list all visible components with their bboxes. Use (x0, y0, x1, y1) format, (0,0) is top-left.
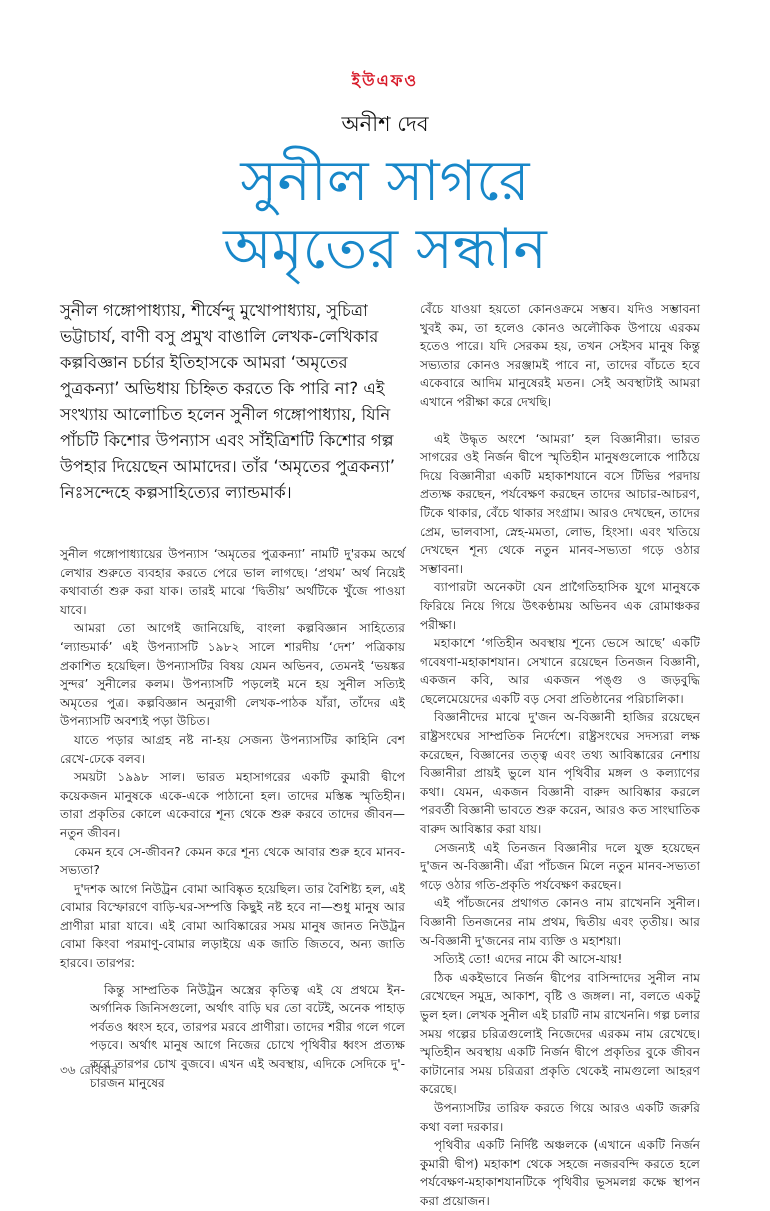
right-paragraph-2: ব্যাপারটা অনেকটা যেন প্রাগৈতিহাসিক যুগে মানুষকে ফিরিয়ে নিয়ে গিয়ে উৎকণ্ঠাময় অভিনব এক রোমাঞ্চকর পরীক্ষা। (420, 580, 700, 632)
right-paragraph-3: মহাকাশে ‘গতিহীন অবস্থায় শূন্যে ভেসে আছে’ একটি গবেষণা-মহাকাশযান। সেখানে রয়েছেন তিনজন বিজ্ঞানী, একজন কবি, আর একজন পঙ্গু ও জড়বুদ্ধি ছেলেমেয়েদের একটি বড় সেবা প্রতিষ্ঠানের পরিচালিকা। (420, 636, 700, 706)
left-paragraph-4: সময়টা ১৯৯৮ সাল। ভারত মহাসাগরের একটি কুমারী দ্বীপে কয়েকজন মানুষকে একে-একে পাঠানো হল। তাদের মস্তিষ্ক স্মৃতিহীন। তারা প্রকৃতির কোলে একেবারে শূন্য থেকে শুরু করবে তাদের জীবন—নতুন জীবন। (60, 770, 405, 840)
right-column (420, 300, 700, 1211)
right-paragraph-7: সত্যিই তো! এদের নামে কী আসে-যায়! (434, 952, 623, 967)
page-footer: ৩৬ রোববার (60, 1063, 118, 1077)
right-paragraph-6: এই পাঁচজনের প্রথাগত কোনও নাম রাখেননি সুনীল। বিজ্ঞানী তিনজনের নাম প্রথম, দ্বিতীয় এবং তৃতীয়। আর অ-বিজ্ঞানী দু'জনের নাম ব্যক্তি ও মহাশয়া। (420, 896, 700, 948)
intro-text: সুনীল গঙ্গোপাধ্যায়, শীর্ষেন্দু মুখোপাধ্যায়, সুচিত্রা ভট্টাচার্য, বাণী বসু প্রমুখ বাঙালি লেখক-লেখিকার কল্পবিজ্ঞান চর্চার ইতিহাসকে আমরা ‘অমৃতের পুত্রকন্যা’ অভিধায় চিহ্নিত করতে কি পারি না? এই সংখ্যায় আলোচিত হলেন সুনীল গঙ্গোপাধ্যায়, যিনি পাঁচটি কিশোর উপন্যাস এবং সাঁইত্রিশটি কিশোর গল্প উপহার দিয়েছেন আমাদের। তাঁর ‘অমৃতের পুত্রকন্যা’ নিঃসন্দেহে কল্পসাহিত্যের ল্যান্ডমার্ক। (60, 301, 396, 502)
author-name: অনীশ দেব (341, 112, 429, 136)
kicker: ইউএফও (351, 71, 419, 90)
article-title-line-1: সুনীল সাগরে (240, 149, 530, 214)
right-paragraph-9: উপন্যাসটির তারিফ করতে গিয়ে আরও একটি জরুরি কথা বলা দরকার। (420, 1100, 700, 1134)
block-quote (90, 981, 405, 1093)
left-paragraph-5: কেমন হবে সে-জীবন? কেমন করে শূন্য থেকে আবার শুরু হবে মানব-সভ্যতা? (60, 844, 405, 878)
left-paragraph-1: সুনীল গঙ্গোপাধ্যায়ের উপন্যাস ‘অমৃতের পুত্রকন্যা’ নামটি দু'রকম অর্থে লেখার শুরুতে ব্যবহার করতে পেরে ভাল লাগছে। ‘প্রথম’ অর্থ নিয়েই কথাবার্তা শুরু করা যাক। তারই মাঝে ‘দ্বিতীয়’ অর্থটিকে খুঁজে পাওয়া যাবে। (60, 547, 405, 617)
left-paragraph-2: আমরা তো আগেই জানিয়েছি, বাংলা কল্পবিজ্ঞান সাহিত্যের ‘ল্যান্ডমার্ক’ এই উপন্যাসটি ১৯৮২ সালে শারদীয় ‘দেশ’ পত্রিকায় প্রকাশিত হয়েছিল। উপন্যাসটির বিষয় যেমন অভিনব, তেমনই ‘ভয়ঙ্কর সুন্দর’ সুনীলের কলম। উপন্যাসটি পড়লেই মনে হয় সুনীল সত্যিই অমৃতের পুত্র। কল্পবিজ্ঞান অনুরাগী লেখক-পাঠক যাঁরা, তাঁদের এই উপন্যাসটি অবশ্যই পড়া উচিত। (60, 621, 405, 729)
left-column (60, 545, 405, 1092)
block-quote-continued-text: বেঁচে যাওয়া হয়তো কোনওক্রমে সম্ভব। যদিও সম্ভাবনা খুবই কম, তা হলেও কোনও অলৌকিক উপায়ে এরকম হতেও পারে। যদি সেরকম হয়, তখন সেইসব মানুষ কিন্তু সভ্যতার কোনও সরঞ্জামই পাবে না, তাদের বাঁচতে হবে একেবারে আদিম মানুষেরই মতন। সেই অবস্থাটাই আমরা এখানে পরীক্ষা করে দেখছি। (420, 302, 700, 409)
right-body (420, 430, 700, 1211)
right-paragraph-5: সেজন্যই এই তিনজন বিজ্ঞানীর দলে যুক্ত হয়েছেন দু'জন অ-বিজ্ঞানী। এঁরা পাঁচজন মিলে নতুন মানব-সভ্যতা গড়ে ওঠার গতি-প্রকৃতি পর্যবেক্ষণ করছেন। (420, 840, 700, 892)
right-paragraph-4: বিজ্ঞানীদের মাঝে দু'জন অ-বিজ্ঞানী হাজির রয়েছেন রাষ্ট্রসংঘের সাম্প্রতিক নির্দেশে। রাষ্ট্রসংঘের সদস্যরা লক্ষ করেছেন, বিজ্ঞানের তত্ত্ব এবং তথ্য আবিষ্কারের নেশায় বিজ্ঞানীরা প্রায়ই ভুলে যান পৃথিবীর মঙ্গল ও কল্যাণের কথা। যেমন, একজন বিজ্ঞানী বারুদ আবিষ্কার করলে পরবর্তী বিজ্ঞানী ভাবতে শুরু করেন, আরও কত সাংঘাতিক বারুদ আবিষ্কার করা যায়। (420, 710, 700, 837)
left-paragraph-6: দু'দশক আগে নিউট্রন বোমা আবিষ্কৃত হয়েছিল। তার বৈশিষ্ট্য হল, এই বোমার বিস্ফোরণে বাড়ি-ঘর-সম্পত্তি কিছুই নষ্ট হবে না—শুধু মানুষ আর প্রাণীরা মারা যাবে। এই বোমা আবিষ্কারের সময় মানুষ জানত নিউট্রন বোমা কিংবা পরমাণু-বোমার লড়াইয়ে এক জাতি জিতবে, অন্য জাতি হারবে। তারপর: (60, 881, 405, 971)
right-paragraph-1: এই উদ্ধৃত অংশে ‘আমরা’ হল বিজ্ঞানীরা। ভারত সাগরের ওই নির্জন দ্বীপে স্মৃতিহীন মানুষগুলোকে পাঠিয়ে দিয়ে বিজ্ঞানীরা একটি মহাকাশযানে বসে টিভির পরদায় প্রত্যক্ষ করছেন, পর্যবেক্ষণ করছেন তাদের আচার-আচরণ, টিকে থাকার, বেঁচে থাকার সংগ্রাম। আরও দেখছেন, তাদের প্রেম, ভালবাসা, স্নেহ-মমতা, লোভ, হিংসা। এবং খতিয়ে দেখছেন শূন্য থেকে নতুন মানব-সভ্যতা গড়ে ওঠার সম্ভাবনা। (420, 431, 700, 576)
article-title-line-2: অমৃতের সন্ধান (223, 217, 547, 282)
block-quote-continued (420, 300, 700, 412)
left-paragraph-3: যাতে পড়ার আগ্রহ নষ্ট না-হয় সেজন্য উপন্যাসটির কাহিনি বেশ রেখে-ঢেকে বলব। (60, 732, 405, 766)
block-quote-text: কিন্তু সাম্প্রতিক নিউট্রন অস্ত্রের কৃতিত্ব এই যে প্রথমে ইন-অর্গানিক জিনিসগুলো, অর্থাৎ বাড়ি ঘর তো বটেই, অনেক পাহাড় পর্বতও ধ্বংস হবে, তারপর মরবে প্রাণীরা। তাদের শরীর গলে গলে পড়বে। অর্থাৎ মানুষ আগে নিজের চোখে পৃথিবীর ধ্বংস প্রত্যক্ষ করে তারপর চোখ বুজবে। এখন এই অবস্থায়, এদিকে সেদিকে দু'-চারজন মানুষের (90, 982, 405, 1090)
intro-blurb (60, 298, 405, 506)
right-paragraph-8: ঠিক একইভাবে নির্জন দ্বীপের বাসিন্দাদের সুনীল নাম রেখেছেন সমুদ্র, আকাশ, বৃষ্টি ও জঙ্গল। না, বলতে একটু ভুল হল। লেখক সুনীল এই চারটি নাম রাখেননি। গল্প চলার সময় গল্পের চরিত্রগুলোই নিজেদের এরকম নাম রেখেছে। স্মৃতিহীন অবস্থায় একটি নির্জন দ্বীপে প্রকৃতির বুকে জীবন কাটানোর সময় চরিত্ররা প্রকৃতি থেকেই নামগুলো আহরণ করেছে। (420, 970, 700, 1097)
right-paragraph-10: পৃথিবীর একটি নির্দিষ্ট অঞ্চলকে (এখানে একটি নির্জন কুমারী দ্বীপ) মহাকাশ থেকে সহজে নজরবন্দি করতে হলে পর্যবেক্ষণ-মহাকাশযানটিকে পৃথিবীর ভূসমলগ্ন কক্ষে স্থাপন করা প্রয়োজন। (420, 1138, 700, 1208)
